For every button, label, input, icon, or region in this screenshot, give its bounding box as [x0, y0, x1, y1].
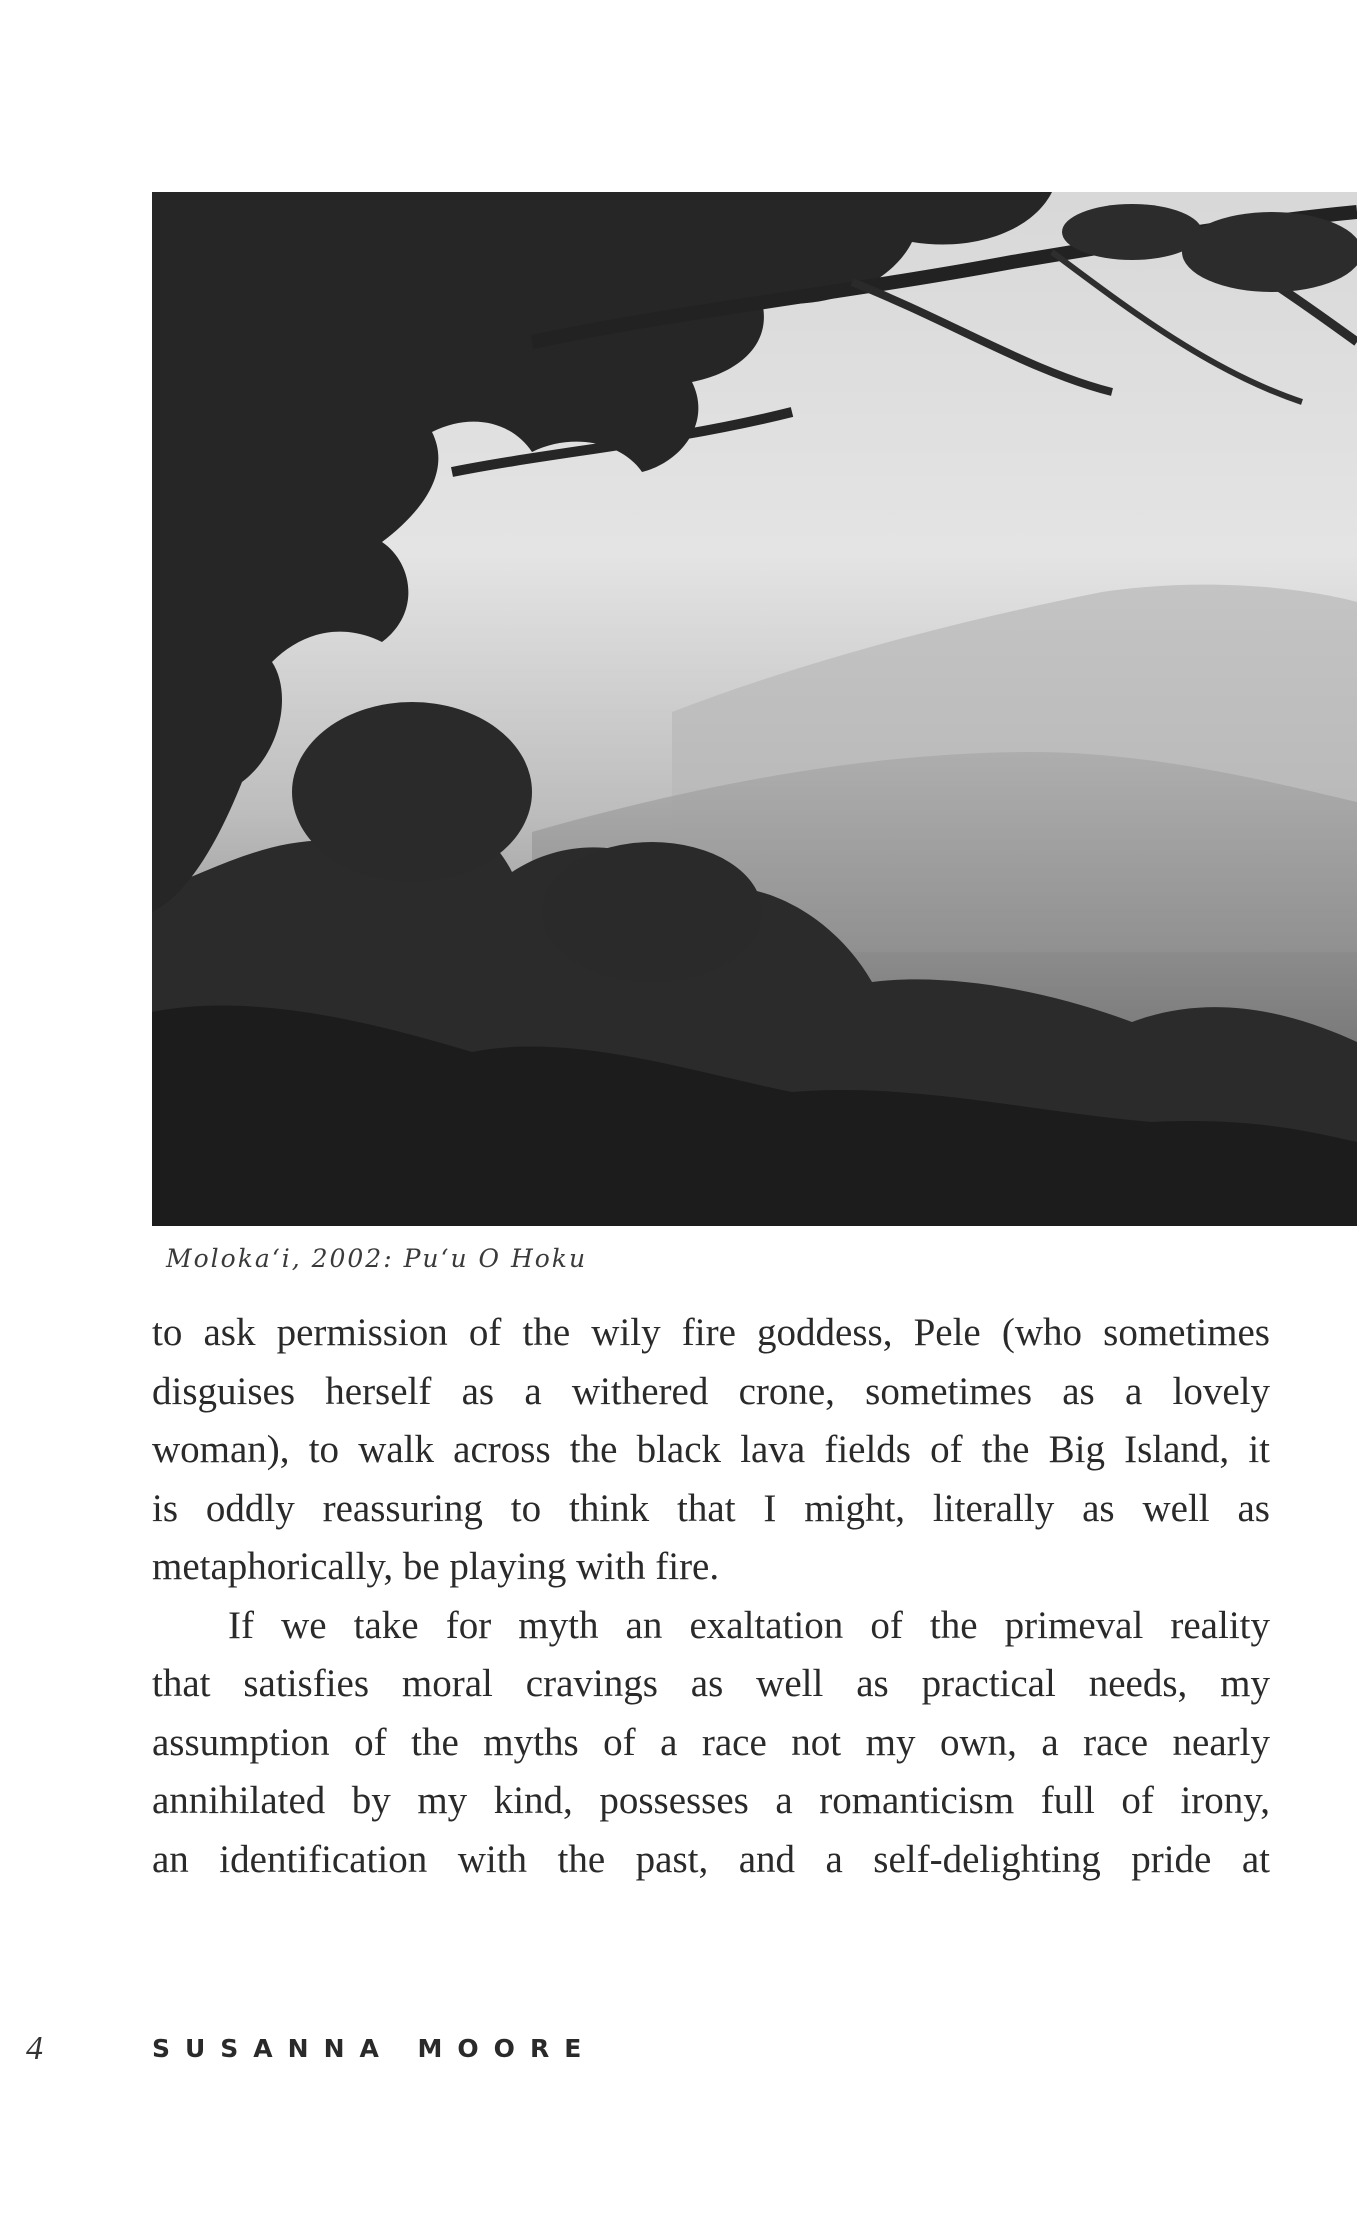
text-line: to ask permission of the wily fire goddess, Pele (who sometimes — [152, 1311, 1270, 1354]
text-line: assumption of the myths of a race not my own, a race nearly — [152, 1720, 1270, 1764]
paragraph — [152, 1304, 1270, 1597]
text-line: annihilated by my kind, possesses a romanticism full of irony, — [152, 1779, 1270, 1822]
text-line: disguises herself as a withered crone, sometimes as a lovely — [152, 1369, 1270, 1413]
running-head: SUSANNA MOORE — [152, 2034, 597, 2063]
text-line: If we take for myth an exaltation of the primeval reality — [228, 1603, 1270, 1647]
page-number: 4 — [26, 2030, 43, 2067]
photo-caption: Moloka‘i, 2002: Pu‘u O Hoku — [166, 1244, 588, 1273]
landscape-photo — [152, 192, 1357, 1226]
text-line: is oddly reassuring to think that I might, literally as well as — [152, 1486, 1270, 1530]
paragraph — [152, 1597, 1270, 1890]
body-text — [152, 1304, 1270, 1889]
misty-forest-image — [152, 192, 1357, 1226]
text-line: that satisfies moral cravings as well as practical needs, my — [152, 1662, 1270, 1705]
text-line: an identification with the past, and a self-delighting pride at — [152, 1837, 1270, 1881]
text-line: woman), to walk across the black lava fields of the Big Island, it — [152, 1428, 1270, 1471]
text-line: metaphorically, be playing with fire. — [152, 1545, 720, 1588]
